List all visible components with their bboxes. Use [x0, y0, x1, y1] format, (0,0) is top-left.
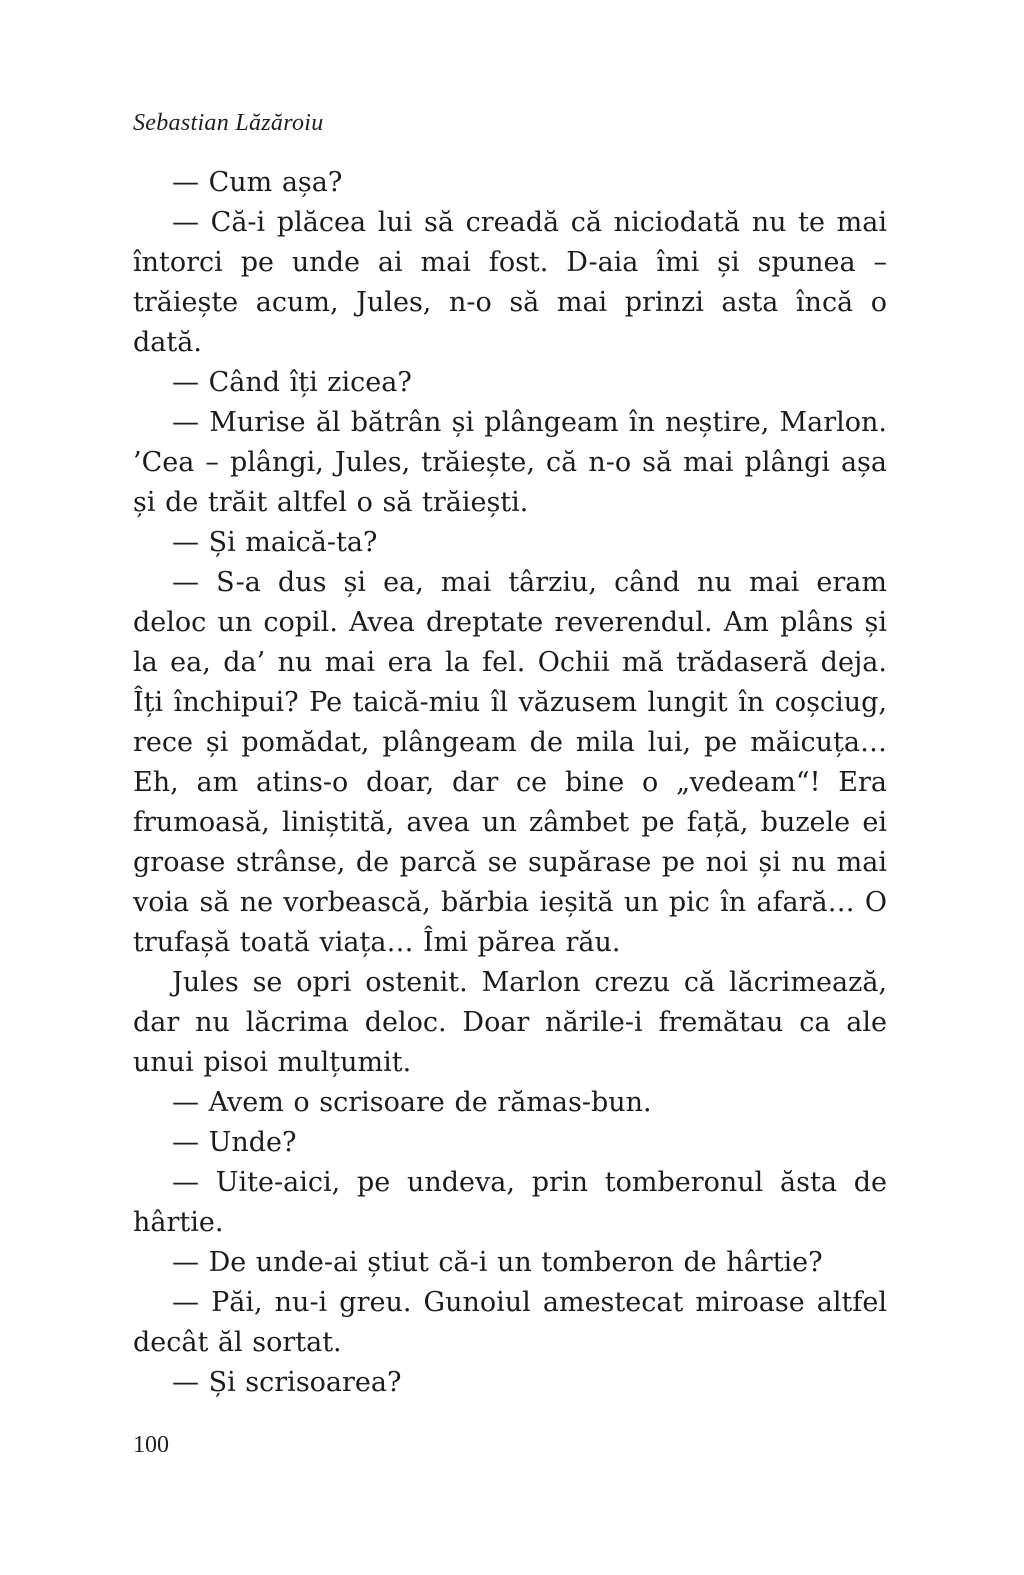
paragraph-11: — De unde-ai știut că-i un tomberon de hârtie?: [172, 1247, 823, 1278]
paragraph-9: — Unde?: [172, 1127, 297, 1158]
paragraph-1: — Cum așa?: [172, 167, 343, 198]
running-head-author: Sebastian Lăzăroiu: [133, 110, 324, 136]
paragraph-8: — Avem o scrisoare de rămas-bun.: [172, 1087, 652, 1118]
paragraph-4: — Murise ăl bătrân și plângeam în neștire, Marlon. ’Cea – plângi, Jules, trăiește, că n-o să mai plângi așa și de trăit altfel o să trăiești.: [133, 407, 887, 518]
paragraph-6: — S-a dus și ea, mai târziu, când nu mai eram deloc un copil. Avea dreptate reverendul. Am plâns și la ea, da’ nu mai era la fel. Ochii mă trădaseră deja. Îți închipui? Pe taică-miu îl văzusem lungit în coșciug, rece și pomădat, plângeam de mila lui, pe măicuța… Eh, am atins-o doar, dar ce bine o „vedeam“! Era frumoasă, liniștită, avea un zâmbet pe față, buzele ei groase strânse, de parcă se supărase pe noi și nu mai voia să ne vorbească, bărbia ieșită un pic în afară… O trufașă toată viața… Îmi părea rău.: [133, 567, 887, 958]
paragraph-2: — Că-i plăcea lui să creadă că niciodată nu te mai întorci pe unde ai mai fost. D-aia îmi și spunea – trăiește acum, Jules, n-o să mai prinzi asta încă o dată.: [133, 207, 887, 358]
body-text: [133, 163, 887, 1403]
paragraph-3: — Când îți zicea?: [172, 367, 412, 398]
paragraph-12: — Păi, nu-i greu. Gunoiul amestecat miroase altfel decât ăl sortat.: [133, 1287, 887, 1358]
paragraph-7: Jules se opri ostenit. Marlon crezu că lăcrimează, dar nu lăcrima deloc. Doar nările-i fremătau ca ale unui pisoi mulțumit.: [133, 967, 887, 1078]
paragraph-10: — Uite-aici, pe undeva, prin tomberonul ăsta de hârtie.: [133, 1167, 887, 1238]
paragraph-13: — Și scrisoarea?: [172, 1367, 402, 1398]
page-number: 100: [133, 1432, 169, 1458]
paragraph-5: — Și maică-ta?: [172, 527, 378, 558]
